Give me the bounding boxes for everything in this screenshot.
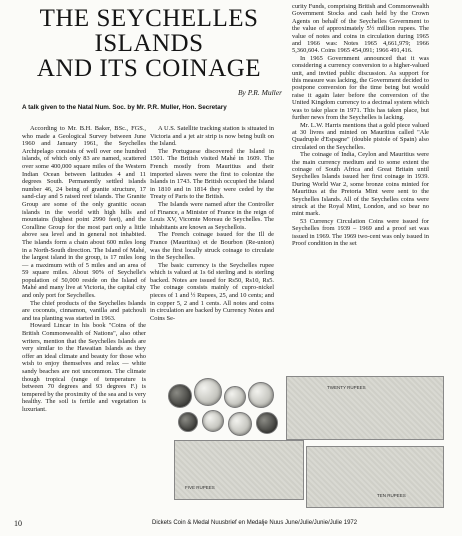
text-column-1 (22, 125, 146, 414)
banknote-label: TEN RUPEES (377, 493, 406, 498)
paragraph: The Islands were named after the Controller of Finance, a Minister of France in the reign of Louis XV, Vicomte Moreau de Seychelles. The inhabitants are known as Seychellois. (150, 200, 274, 231)
coin (228, 412, 252, 436)
banknote-twenty-rupees (286, 376, 444, 440)
title-line-3: AND ITS COINAGE (36, 55, 262, 82)
coins-and-banknotes-photo (166, 374, 444, 512)
title-line-1: THE SEYCHELLES (39, 5, 259, 32)
paragraph: In 1965 Government announced that it was considering a currency conversion to a higher-valued unit, and invited public discussion. As support for this measure was lacking, the Government decided to postpone conversion for the time being but would raise it again later before the conversion of the United Kingdom currency to a decimal system which was to take place in 1971. This has taken place, but further news from the Seychelles is lacking. (292, 54, 429, 122)
coin (178, 412, 198, 432)
author-byline: By P.R. Muller (237, 88, 282, 97)
paragraph: A U.S. Satellite tracking station is situated in Victoria and a jet air strip is now being built on the Island. (150, 125, 274, 148)
publication-footer: Dickets Coin & Medal Nuusbrief en Medalje Nuus June/Julie/Junie/Julie 1972 (152, 520, 358, 526)
paragraph: The French coinage issued for the Ill de France (Mauritius) et de Bourbon (Re-union) was the first locally struck coinage to circulate in the Seychelles. (150, 231, 274, 262)
paragraph: Mr. L.W. Harris mentions that a gold piece valued at 30 livres and minted on Mauritius called "Ale Quadruple d'Espagne" (double pistole of Spain) also circulated on the Seychelles. (292, 121, 429, 151)
paragraph: The basic currency is the Seychelles rupee which is valued at 1s 6d sterling and is sterling backed. Notes are issued for Rs50, Rs10, Rs5. The coinage consists mainly of cupro-nickel pieces of 1 and ½ Rupees, 25, and 10 cents; and in copper 5, 2 and 1 cents. All notes and coins in circulation are backed by Currency Notes and Coins Se- (150, 261, 274, 322)
page-number: 10 (14, 519, 22, 528)
banknote-five-rupees (174, 440, 304, 500)
coin (168, 384, 192, 408)
title-line-2: ISLANDS (94, 30, 204, 57)
coin (256, 412, 278, 434)
paragraph: The Portuguese discovered the Island in 1501. The British visited Mahé in 1609. The French mostly from Mauritius and their imported slaves were the first to colonize the Islands in 1743. The British occupied the Island in 1810 and in 1814 they were ceded by the Treaty of Paris to the British. (150, 147, 274, 201)
paragraph: curity Funds, comprising British and Commonwealth Government Stocks and cash held by the Crown Agents on behalf of the Seychelles Government to the value of approximately 5½ million rupees. The value of notes and coins in circulation during 1965 and 1966 was: Notes 1965 4,661,979; 1966 5,360,604. Coins 1965 454,091; 1966 491,416. (292, 3, 429, 55)
paragraph: The coinage of India, Ceylon and Mauritius were the main currency medium and to some extent the coinage of South Africa and Great Britain until Seychelles Islands issued her first coinage in 1939. During World War 2, some bronze coins minted for Mauritius at the Pretoria Mint were sent to the Seychelles Islands. All of the Seychelles coins were struck at the Royal Mint, London, and so bear no mint mark. (292, 151, 429, 218)
coin (248, 382, 274, 408)
paragraph: 53 Currency Circulation Coins were issued for Seychelles from 1939 – 1969 and a proof set was issued in 1969. The 1969 two-cent was only issued in Proof condition in the set (292, 217, 429, 247)
coin (202, 410, 224, 432)
text-column-2 (150, 125, 274, 322)
coin (194, 378, 222, 406)
paragraph: The chief products of the Seychelles Islands are coconuts, cinnamon, vanilla and patchouli and tea planting was started in 1963. (22, 299, 146, 322)
article-title (20, 6, 278, 81)
banknote-label: TWENTY RUPEES (327, 385, 366, 390)
article-subtitle: A talk given to the Natal Num. Soc. by Mr. P.R. Muller, Hon. Secretary (22, 104, 227, 111)
banknote-ten-rupees (306, 446, 444, 508)
paragraph: Howard Lincar in his book "Coins of the British Commonwealth of Nations", also other writers, mention that the Seychelles Islands are very similar to the Hawaiian Islands as they offer an ideal climate and beauty for those who wish to enjoy themselves and relax — white sandy beaches are not uncommon. The climate though tropical (range of temperature is between 70 degrees and 93 degrees F.) is tempered by the proximity of the sea and is very healthy. The soil is fertile and vegetation is luxuriant. (22, 322, 146, 413)
paragraph: According to Mr. B.H. Baker, BSc., FGS., who made a Geological Survey between June 1960 and January 1961, the Seychelles Archipelago consists of well over one hundred islands, of which only 83 are named, scattered over some 400,000 square miles of the Western Indian Ocean between latitudes 4 and 11 degrees South. Permanently settled islands number 46, 24 being of granite structure, 17 sand-clay and 5 raised reef islands. The Granite Group are some of the only granitic ocean islands in the world with high hills and mountains (highest point 2990 feet), and the Coralline Group for the most part only a little above sea level and in general not inhabited. The islands form a chain about 600 miles long in a North-South direction. The Island of Mahé, the largest island in the group, is 17 miles long — a maximum with of 5 miles and an area of 59 square miles. About 90% of Seychelle's population of 50,000 reside on the Island of Mahé and many live at Victoria, the capital city and only port for Seychelles. (22, 125, 146, 300)
banknote-label: FIVE RUPEES (185, 485, 215, 490)
coin (224, 386, 246, 408)
text-column-3 (292, 3, 429, 247)
